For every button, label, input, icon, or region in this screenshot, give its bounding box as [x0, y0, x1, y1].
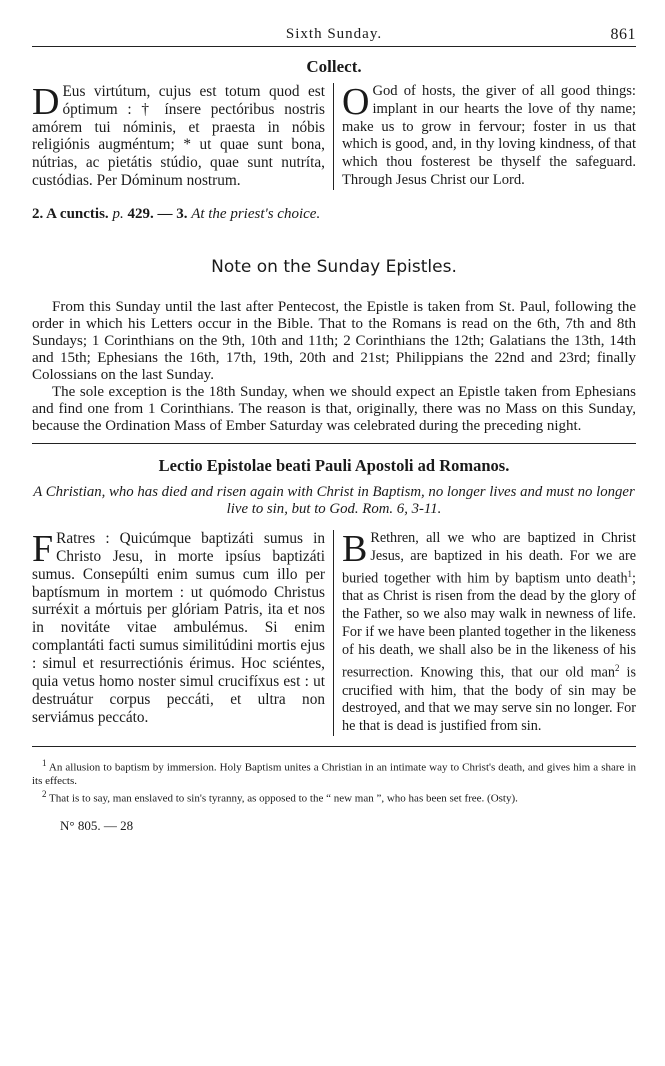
epistle-summary: A Christian, who has died and risen again with Christ in Baptism, no longer lives and must no longer live to sin, but to God. Rom. 6, 3-11. — [33, 483, 635, 517]
collect-latin — [32, 83, 334, 190]
collect-latin-dropcap: D — [32, 81, 60, 123]
epistle-latin-dropcap: F — [32, 527, 54, 570]
collect-latin-text: Eus virtútum, cujus est totum quod est óptimum : † ínsere pectóribus nostris amórem tui nóminis, et praesta in nóbis religiónis augméntum; * ut quae sunt bona, nútrias, ac pietátis stúdio, quae sunt nutríta, custódias. Per Dóminum nostrum. — [32, 83, 325, 189]
note-title: Note on the Sunday Epistles. — [211, 256, 457, 277]
running-title: Sixth Sunday. — [285, 26, 383, 42]
footnote — [32, 757, 636, 788]
printer-signature: N° 805. — 28 — [60, 817, 134, 833]
section-divider — [32, 443, 636, 444]
footnote-ref: 2 — [615, 662, 620, 673]
note-paragraph: The sole exception is the 18th Sunday, when we should expect an Epistle taken from Ephesians and find one from 1 Corinthians. The reason is that, originally, there was no Mass on this Sunday, because the Ordination Mass of Ember Saturday was celebrated during the preceding night. — [32, 383, 636, 434]
epistle-english — [334, 527, 636, 736]
footnote-rule — [32, 746, 636, 747]
epistle-english-text: ; that as Christ is risen from the dead by the glory of the Father, so we also may walk in newness of life. For if we have been planted together in the likeness of his death, we shall also be in the likeness of his resurrection. Knowing this, that our old man — [342, 570, 636, 681]
collect-columns — [32, 83, 636, 190]
rubric-c: At the priest's choice. — [191, 205, 321, 222]
page-number: 861 — [610, 26, 636, 43]
footnotes — [32, 757, 636, 805]
footnote-text: An allusion to baptism by immersion. Holy Baptism unites a Christian in an intimate way to Christ's death, and gives him a share in its effects. — [32, 761, 636, 787]
footnote-mark: 2 — [42, 788, 47, 799]
epistle-english-text: Rethren, all we who are baptized in Christ Jesus, are baptized in his death. For we are buried together with him by baptism unto death — [342, 529, 636, 587]
collect-english-dropcap: O — [342, 81, 370, 123]
footnote-mark: 1 — [42, 758, 47, 769]
note-body — [32, 299, 636, 435]
collect-rubric — [32, 206, 636, 223]
epistle-english-text: is crucified with him, that the body of sin may be destroyed, and that we may serve sin no longer. For he that is dead is justified from sin. — [342, 664, 636, 735]
rubric-p: p. — [112, 205, 124, 222]
collect-english-text: God of hosts, the giver of all good things: implant in our hearts the love of thy name; make us to grow in fervour; foster in us that which is good, and, in thy loving kindness, of that which thou fosterest be thyself the safeguard. Through Jesus Christ our Lord. — [342, 83, 636, 188]
epistle-title: Lectio Epistolae beati Pauli Apostoli ad Romanos. — [158, 455, 510, 475]
collect-heading: Collect. — [306, 57, 362, 76]
epistle-latin-text: Ratres : Quicúmque baptizáti sumus in Christo Jesu, in morte ipsíus baptizáti sumus. Consepúlti enim sumus cum illo per baptísmum in mortem : ut quómodo Christus surréxit a mórtuis per glóriam Patris, ita et nos in novitáte vitae ambulémus. Si enim complantáti facti sumus similitúdini mortis ejus : simul et resurrectiónis érimus. Hoc sciéntes, quia vetus homo noster simul crucifíxus est : ut destruátur corpus peccáti, et ultra non serviámus peccáto. — [32, 529, 325, 726]
running-header — [32, 20, 636, 47]
epistle-columns — [32, 527, 636, 736]
footnote-ref: 1 — [627, 568, 633, 579]
footnote — [32, 788, 636, 806]
note-paragraph: From this Sunday until the last after Pentecost, the Epistle is taken from St. Paul, following the order in which his Letters occur in the Bible. That to the Romans is read on the 6th, 7th and 8th Sundays; 1 Corinthians on the 9th, 10th and 11th; 2 Corinthians the 12th; Galatians the 13th, 14th and 15th; Ephesians the 16th, 17th, 19th, 20th and 21st; Philippians the 22nd and 23rd; finally Colossians on the last Sunday. — [32, 298, 636, 383]
rubric-b: 429. — 3. — [127, 205, 188, 222]
footnote-text: That is to say, man enslaved to sin's tyranny, as opposed to the “ new man ”, who has been set free. (Osty). — [46, 792, 518, 805]
rubric-a: 2. A cunctis. — [32, 205, 109, 222]
epistle-english-dropcap: B — [342, 527, 368, 570]
collect-english — [334, 83, 636, 190]
epistle-latin — [32, 527, 334, 736]
book-page — [32, 20, 636, 834]
